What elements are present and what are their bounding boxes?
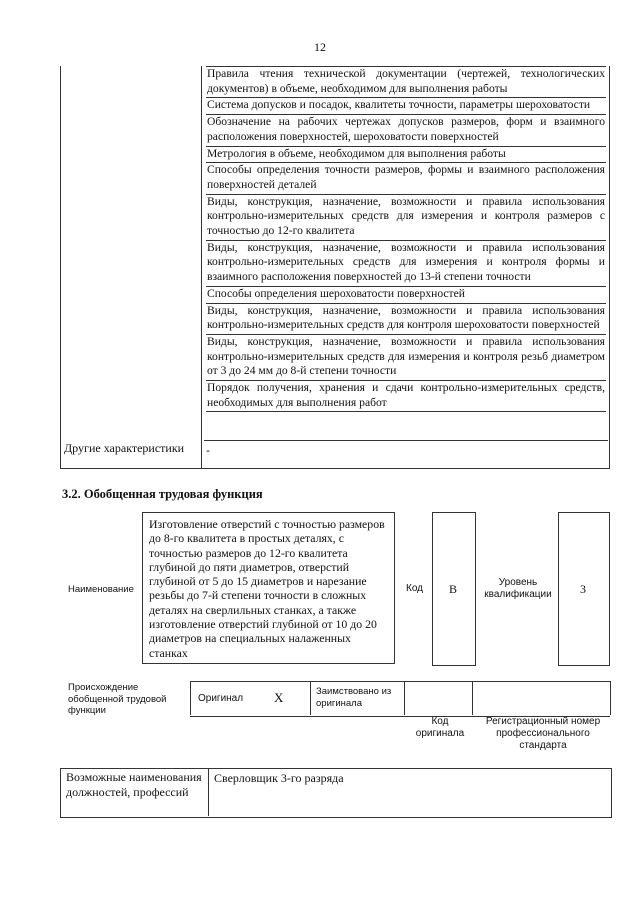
origin-divider — [610, 681, 611, 715]
column-divider — [201, 66, 202, 468]
knowledge-item: Порядок получения, хранения и сдачи контрольно-измерительных средств, необходимых для выполнения работ — [206, 381, 606, 412]
qualification-level-label: Уровень квалификации — [484, 577, 552, 600]
knowledge-item: Способы определения точности размеров, формы и взаимного расположения поверхностей деталей — [206, 163, 606, 194]
positions-value: Сверловщик 3-го разряда — [214, 771, 344, 785]
origin-divider — [310, 681, 311, 715]
positions-divider — [208, 768, 209, 816]
knowledge-item: Виды, конструкция, назначение, возможности и правила использования контрольно-измерительных средств для измерения и контроля резьб диаметром от 3 до 24 мм до 8-й степени точности — [206, 335, 606, 381]
positions-label: Возможные наименования должностей, профессий — [66, 770, 202, 799]
borrowed-label: Заимствовано из оригинала — [316, 686, 392, 709]
page-number: 12 — [314, 40, 326, 54]
knowledge-item: Правила чтения технической документации (чертежей, технологических документов) в объеме, необходимом для выполнения работы — [206, 66, 606, 98]
knowledge-item: Система допусков и посадок, квалитеты точности, параметры шероховатости — [206, 98, 606, 115]
original-mark: X — [274, 690, 284, 705]
original-label: Оригинал — [198, 693, 244, 704]
knowledge-item: Виды, конструкция, назначение, возможности и правила использования контрольно-измерительных средств для измерения и контроля формы и взаимного расположения поверхностей до 13-й степени точности — [206, 241, 606, 287]
code-original-label: Код оригинала — [415, 716, 465, 739]
code-value: B — [448, 582, 457, 596]
knowledge-list — [206, 66, 606, 412]
origin-divider — [472, 681, 473, 715]
knowledge-item: Метрология в объеме, необходимом для выполнения работы — [206, 147, 606, 164]
code-label: Код — [406, 583, 424, 594]
knowledge-item: Обозначение на рабочих чертежах допусков размеров, форм и взаимного расположения поверхностей, шероховатости поверхностей — [206, 115, 606, 146]
origin-divider — [404, 681, 405, 715]
knowledge-item: Способы определения шероховатости поверхностей — [206, 287, 606, 304]
name-label: Наименование — [68, 584, 134, 595]
registration-number-label: Регистрационный номер профессионального стандарта — [485, 716, 601, 751]
knowledge-item: Виды, конструкция, назначение, возможности и правила использования контрольно-измерительных средств для измерения и контроля размеров с точностью до 12-го квалитета — [206, 195, 606, 241]
knowledge-item: Виды, конструкция, назначение, возможности и правила использования контрольно-измерительных средств для контроля шероховатости поверхностей — [206, 304, 606, 335]
knowledge-table — [60, 66, 610, 469]
origin-divider — [190, 681, 191, 715]
origin-label: Происхождение обобщенной трудовой функции — [68, 682, 167, 716]
qualification-level-value: 3 — [580, 582, 586, 596]
function-name: Изготовление отверстий с точностью размеров до 8-го квалитета в простых деталях, с точностью размеров до 12-го квалитета глубиной до пяти диаметров, отверстий глубиной от 5 до 15 диаметров и нарезание резьбы до 7-й степени точности в сложных деталях на сверлильных станках, а также изготовление отверстий глубиной от 10 до 20 диаметров на специальных налаженных станках — [142, 512, 395, 664]
other-characteristics-label: Другие характеристики — [64, 441, 185, 455]
section-title: 3.2. Обобщенная трудовая функция — [62, 487, 263, 501]
other-characteristics-cell — [204, 440, 608, 469]
other-characteristics-value: - — [206, 443, 210, 457]
